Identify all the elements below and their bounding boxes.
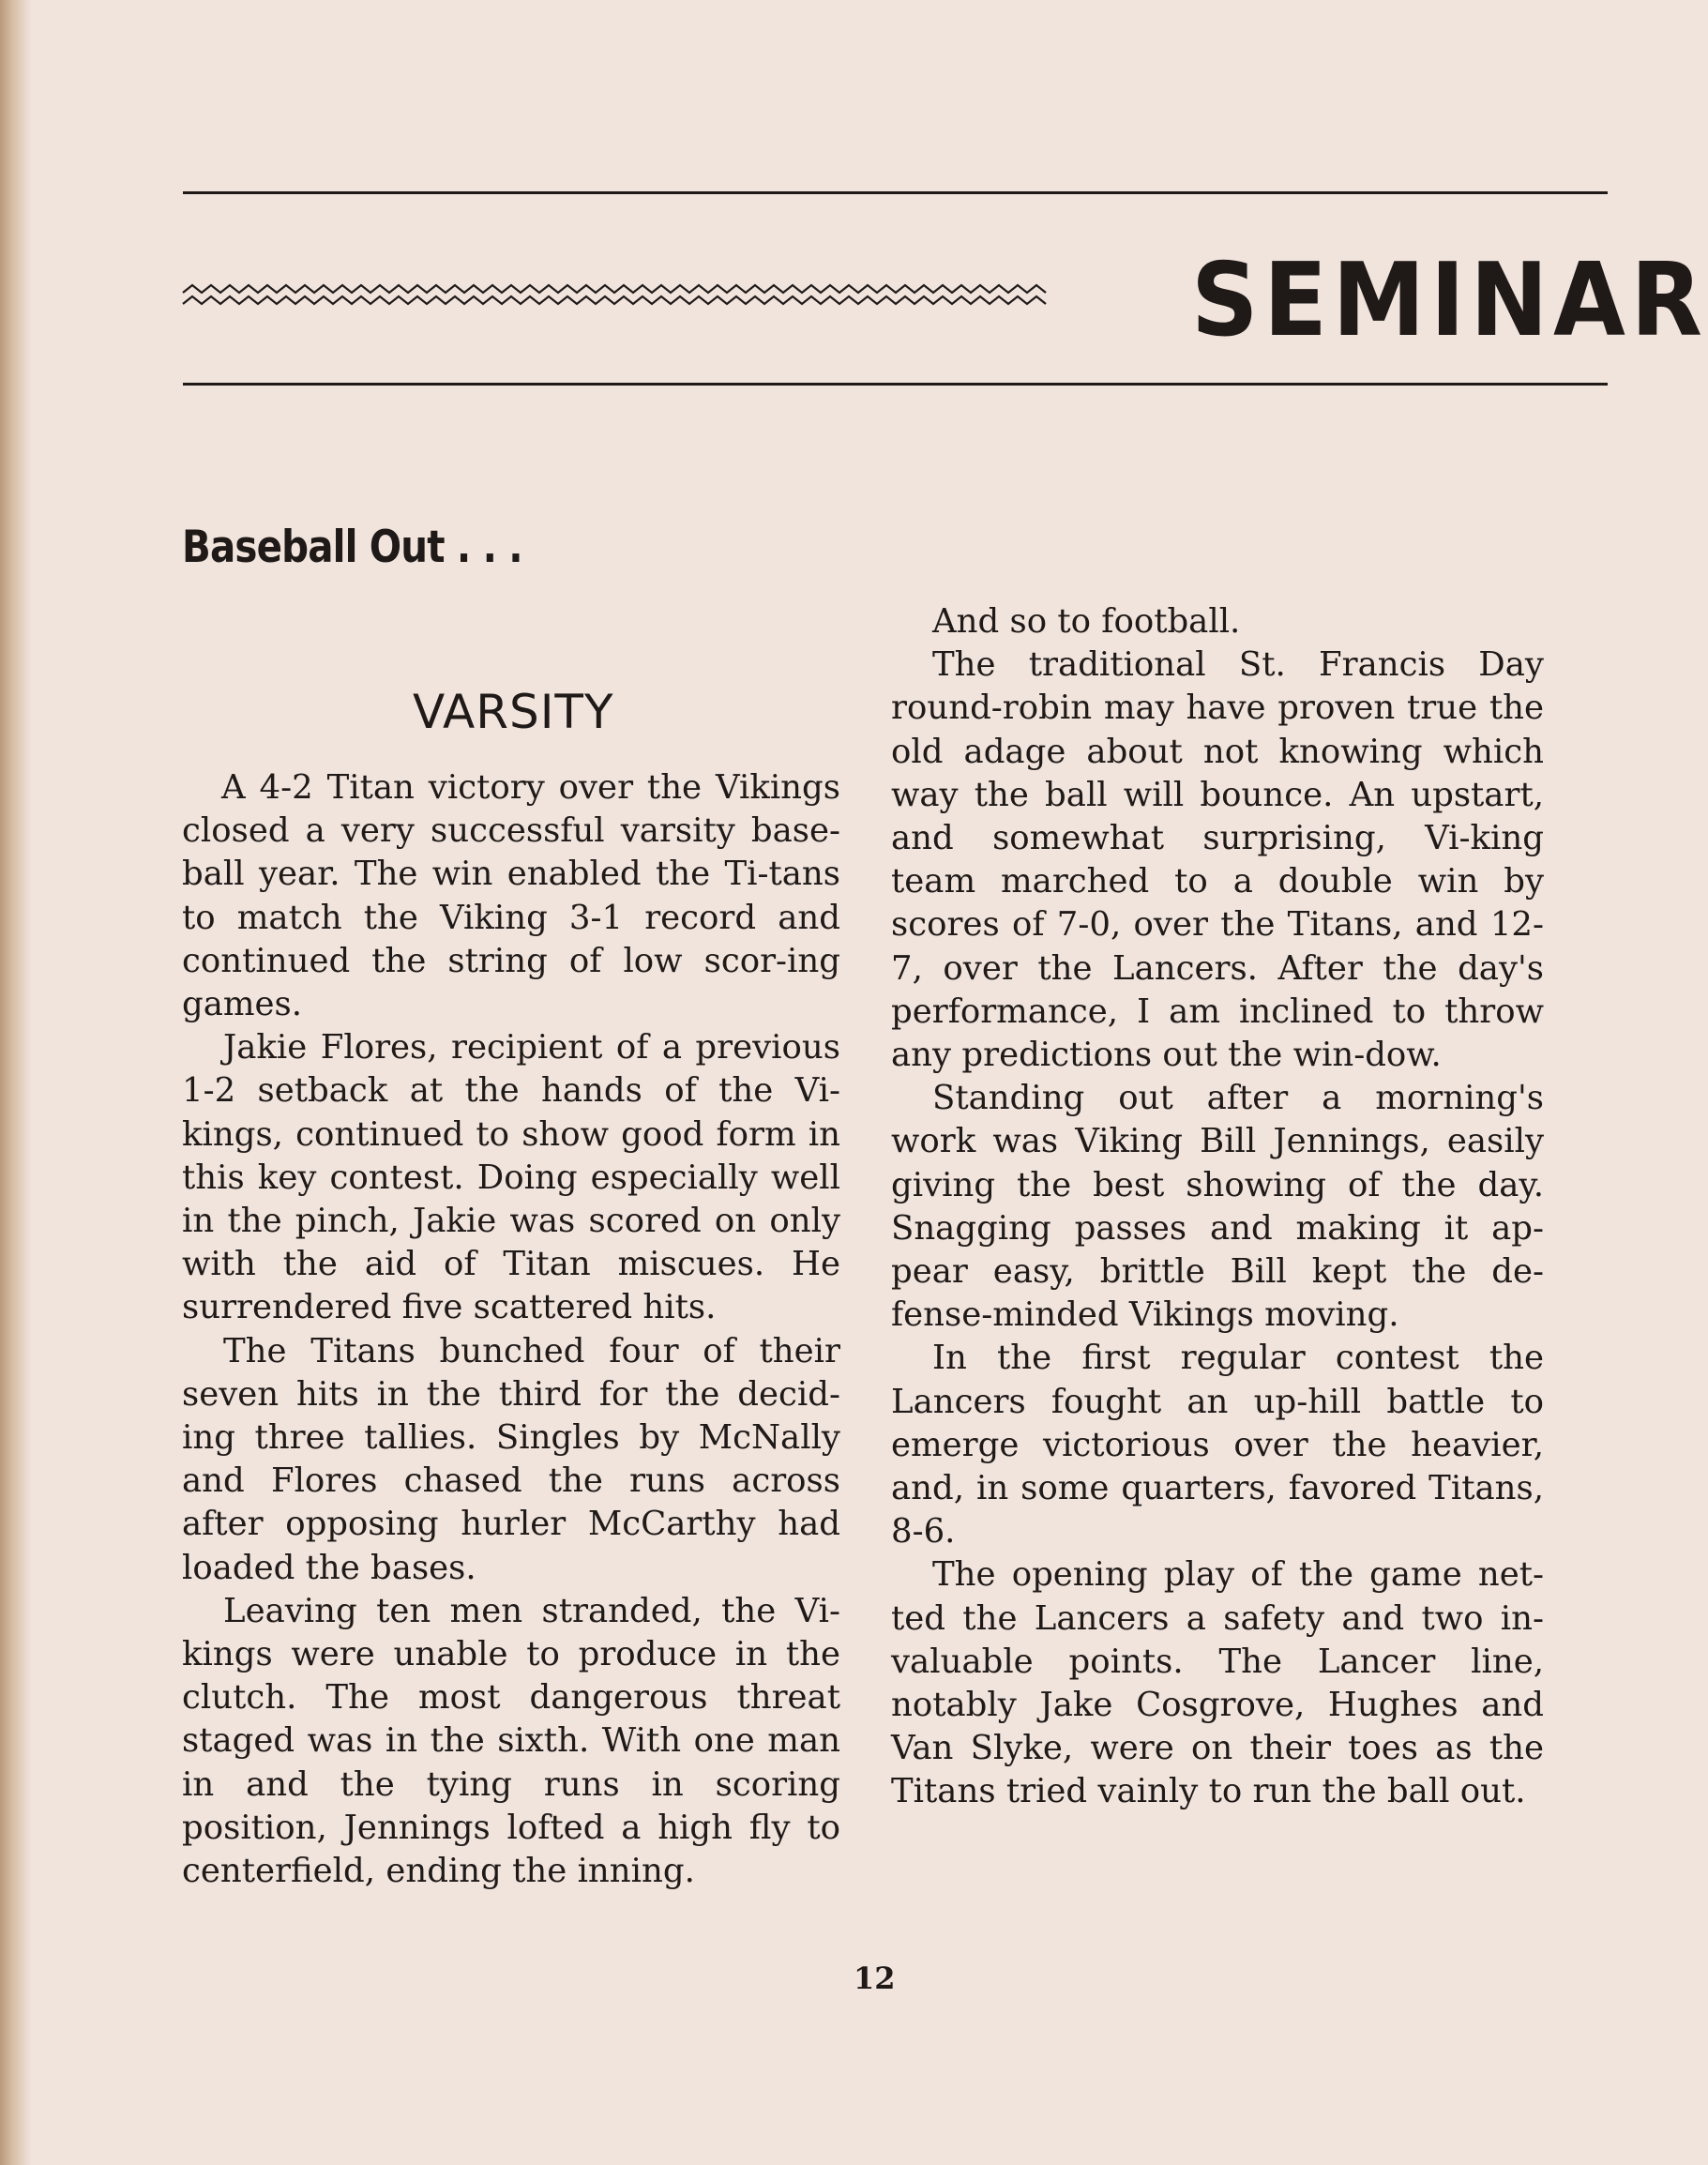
right-column	[891, 600, 1544, 1814]
paragraph: The opening play of the game net-ted the Lancers a safety and two in-valuable points. The Lancer line, notably Jake Cosgrove, Hughes and Van Slyke, were on their toes as the Titans tried vainly to run the ball out.	[891, 1555, 1544, 1811]
page-number: 12	[854, 1961, 896, 1996]
left-column	[182, 766, 840, 1893]
paragraph: In the first regular contest the Lancers fought an up-hill battle to emerge victorious over the heavier, and, in some quarters, favored Titans, 8-6.	[891, 1339, 1544, 1552]
paragraph: The traditional St. Francis Day round-robin may have proven true the old adage about not knowing which way the ball will bounce. An upstart, and somewhat surprising, Vi-king team marched to a double win by scores of 7-0, over the Titans, and 12-7, over the Lancers. After the day's performance, I am inclined to throw any predictions out the win-dow.	[891, 645, 1544, 1075]
masthead-title: SEMINAR	[1191, 242, 1708, 359]
bottom-rule	[183, 383, 1608, 386]
paragraph: The Titans bunched four of their seven hits in the third for the decid-ing three tallies. Singles by McNally and Flores chased the runs across after opposing hurler McCarthy had loaded the bases.	[182, 1331, 840, 1587]
wavy-divider	[183, 280, 1036, 317]
paragraph: Jakie Flores, recipient of a previous 1-2 setback at the hands of the Vi-kings, continued to show good form in this key contest. Doing especially well in the pinch, Jakie was scored on only with the aid of Titan miscues. He surrendered five scattered hits.	[182, 1028, 840, 1327]
top-rule	[183, 191, 1608, 194]
paragraph: Standing out after a morning's work was Viking Bill Jennings, easily giving the best showing of the day. Snagging passes and making it ap-pear easy, brittle Bill kept the de-fense-minded Vikings moving.	[891, 1079, 1544, 1335]
paragraph: And so to football.	[932, 602, 1241, 641]
paragraph: A 4-2 Titan victory over the Vikings closed a very successful varsity base-ball year. The win enabled the Ti-tans to match the Viking 3-1 record and continued the string of low scor-ing games.	[182, 768, 840, 1024]
subhead-varsity: VARSITY	[413, 685, 614, 739]
paragraph: Leaving ten men stranded, the Vi-kings were unable to produce in the clutch. The most dangerous threat staged was in the sixth. With one man in and the tying runs in scoring position, Jennings lofted a high fly to centerfield, ending the inning.	[182, 1591, 840, 1891]
book-spine-edge	[0, 0, 32, 2165]
section-title: Baseball Out . . .	[182, 522, 522, 573]
